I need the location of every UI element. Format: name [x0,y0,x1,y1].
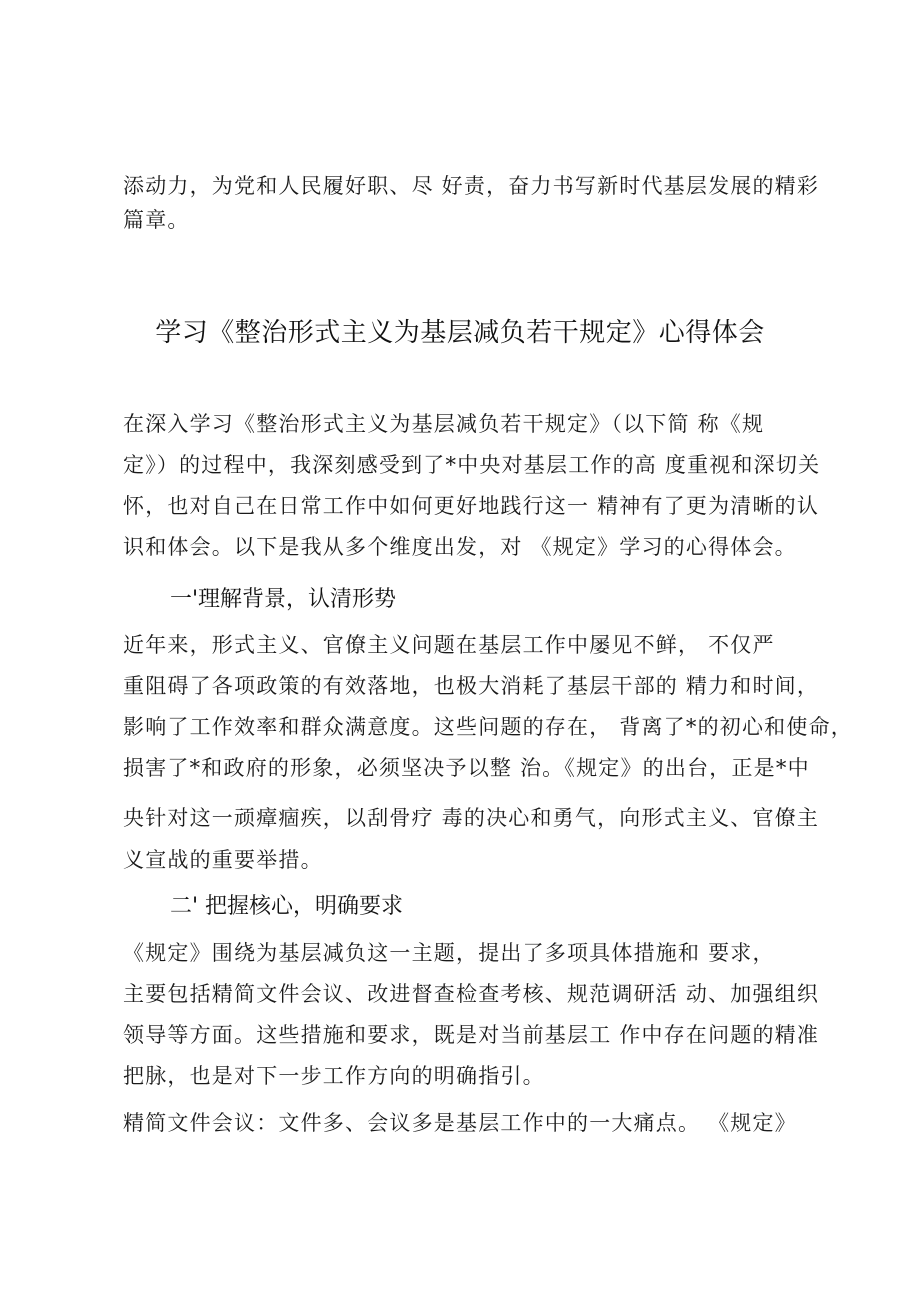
section2-line-5: 精简文件会议：文件多、会议多是基层工作中的一大痛点。 《规定》 [123,1111,797,1135]
section1-line-1: 近年来，形式主义、官僚主义问题在基层工作中屡见不鲜， 不仅严 [123,633,775,657]
carryover-line-2: 篇章。 [123,208,190,232]
section1-line-6: 义宣战的重要举措。 [123,848,323,872]
page-title: 学习《整治形式主义为基层减负若干规定》心得体会 [155,318,765,348]
section-heading-2: 二' 把握核心，明确要求 [170,894,404,919]
intro-line-2: 定》）的过程中，我深刻感受到了*中央对基层工作的高 度重视和深切关 [123,453,821,477]
intro-line-3: 怀，也对自己在日常工作中如何更好地践行这一 精神有了更为清晰的认 [123,494,820,518]
intro-line-4: 识和体会。以下是我从多个维度出发，对 《规定》学习的心得体会。 [123,535,797,559]
section1-line-2: 重阻碍了各项政策的有效落地，也极大消耗了基层干部的 精力和时间， [123,674,820,698]
section2-line-2: 主要包括精简文件会议、改进督查检查考核、规范调研活 动、加强组织 [123,982,820,1006]
section1-line-3: 影响了工作效率和群众满意度。这些问题的存在， 背离了*的初心和使命， [123,715,853,739]
section1-line-4: 损害了*和政府的形象，必须坚决予以整 治。《规定》的出台，正是*中 [123,756,810,780]
section2-line-1: 《规定》围绕为基层减负这一主题，提出了多项具体措施和 要求， [123,941,775,965]
section-heading-1: 一'理解背景，认清形势 [170,587,397,612]
section2-line-4: 把脉，也是对下一步工作方向的明确指引。 [123,1064,545,1088]
carryover-line-1: 添动力，为党和人民履好职、尽 好责，奋力书写新时代基层发展的精彩 [123,174,820,198]
intro-line-1: 在深入学习《整治形式主义为基层减负若干规定》（以下简 称《规 [123,412,765,436]
section2-line-3: 领导等方面。这些措施和要求，既是对当前基层工 作中存在问题的精准 [123,1023,820,1047]
section1-line-5: 央针对这一顽瘴痼疾，以刮骨疗 毒的决心和勇气，向形式主义、官僚主 [123,806,820,830]
